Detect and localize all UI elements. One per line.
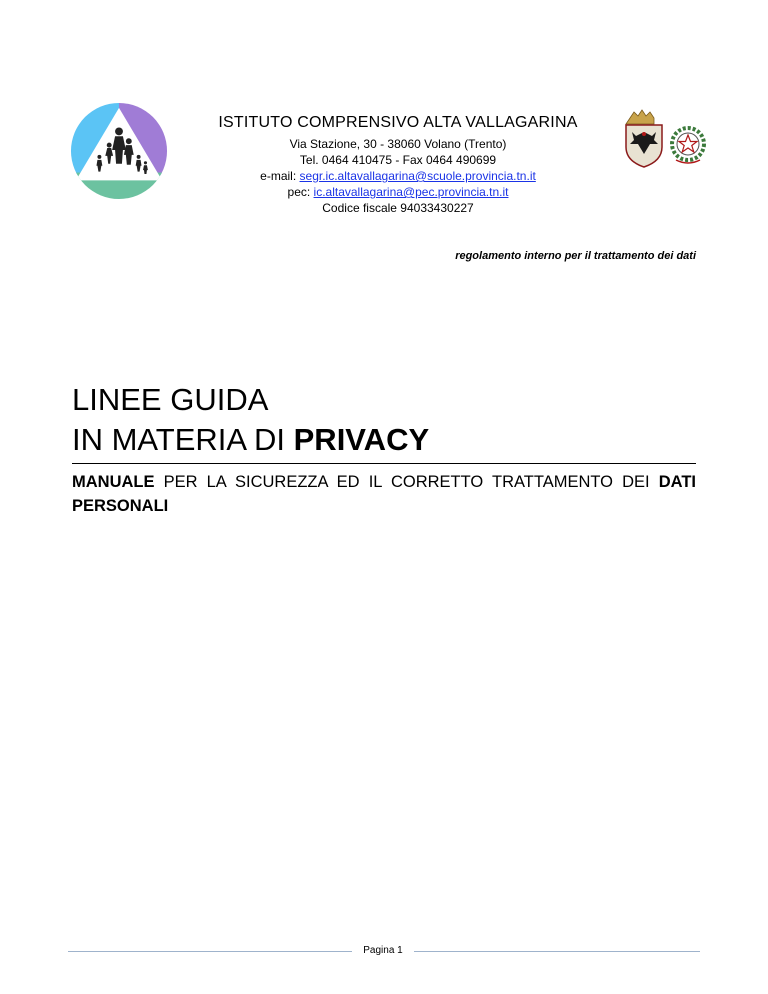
manual-bold-2: DATI PERSONALI [72, 473, 696, 515]
trentino-eagle-crest-icon [626, 110, 662, 167]
school-logo-icon [70, 102, 168, 200]
title-line-2-regular: IN MATERIA DI [72, 422, 294, 457]
italian-republic-emblem-icon [672, 128, 704, 163]
document-title [72, 380, 429, 460]
footer-rule-right [414, 951, 700, 952]
pec-link[interactable]: ic.altavallagarina@pec.provincia.tn.it [313, 185, 509, 199]
school-header [190, 114, 606, 216]
page-number: Pagina 1 [363, 945, 403, 956]
title-line-2 [72, 420, 429, 460]
school-address: Via Stazione, 30 - 38060 Volano (Trento) [289, 137, 507, 151]
title-line-1: LINEE GUIDA [72, 382, 269, 417]
footer-rule-left [68, 951, 352, 952]
school-phone: Tel. 0464 410475 - Fax 0464 490699 [299, 153, 497, 167]
document-subtitle: regolamento interno per il trattamento dei dati [455, 250, 696, 262]
email-label: e-mail: [260, 169, 300, 183]
school-pec-line [190, 184, 606, 200]
fiscal-code: Codice fiscale 94033430227 [322, 201, 474, 215]
manual-bold-1: MANUALE [72, 473, 155, 491]
title-line-2-bold: PRIVACY [293, 422, 430, 457]
school-email-line [190, 168, 606, 184]
crests-group [616, 108, 708, 170]
title-underline [72, 463, 696, 464]
manual-text: PER LA SICUREZZA ED IL CORRETTO TRATTAMENTO DEI [154, 473, 659, 491]
email-link[interactable]: segr.ic.altavallagarina@scuole.provincia.tn.it [299, 169, 536, 183]
school-name: ISTITUTO COMPRENSIVO ALTA VALLAGARINA [218, 114, 578, 131]
manual-heading [72, 470, 696, 518]
pec-label: pec: [287, 185, 314, 199]
